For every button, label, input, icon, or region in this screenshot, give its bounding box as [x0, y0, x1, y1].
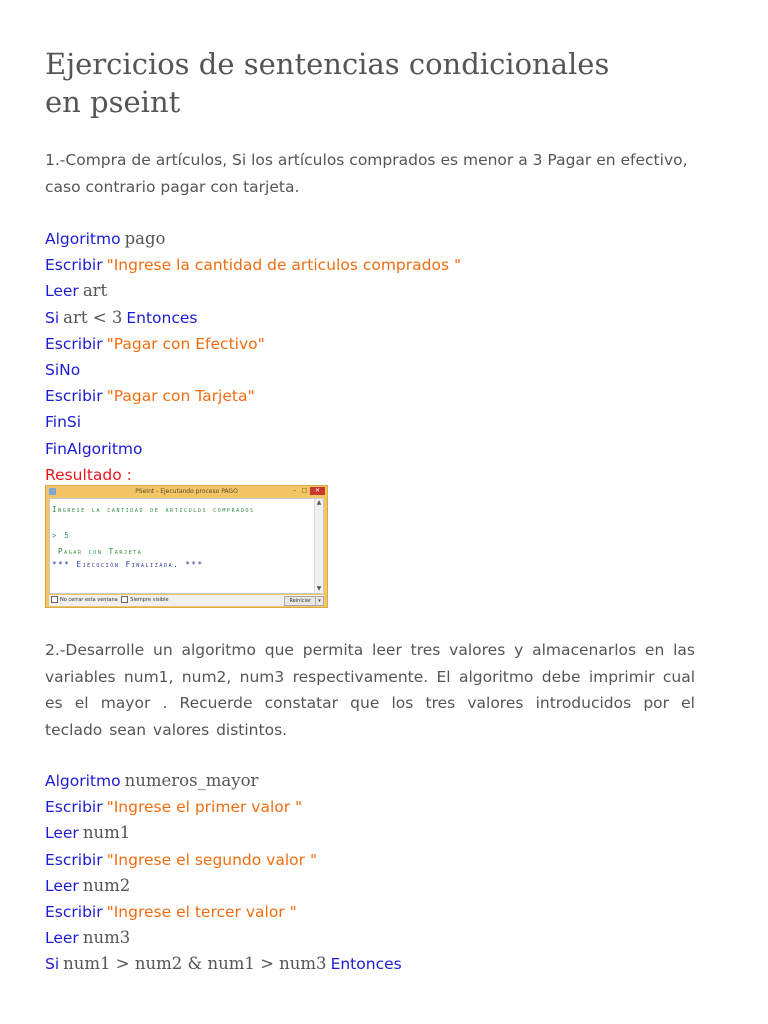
- keyword: Escribir: [45, 902, 103, 921]
- string-literal: "Pagar con Efectivo": [106, 334, 265, 353]
- string-literal: "Ingrese el primer valor ": [106, 798, 303, 817]
- console-line: *** Ejecución Finalizada. ***: [52, 560, 204, 569]
- pseint-result-window: [45, 485, 328, 608]
- result-label-line: [45, 462, 695, 488]
- code-line: [45, 331, 695, 357]
- exercise-2-code: [45, 768, 695, 978]
- keyword: Leer: [45, 929, 79, 948]
- code-line: [45, 794, 695, 820]
- identifier: num3: [82, 928, 131, 948]
- keyword: Leer: [45, 876, 79, 895]
- code-line: [45, 357, 695, 383]
- maximize-icon[interactable]: □: [301, 487, 308, 494]
- code-line: [45, 925, 695, 951]
- code-line: [45, 252, 695, 278]
- identifier: numeros_mayor: [124, 771, 259, 790]
- code-line: [45, 873, 695, 899]
- exercise-1-code: [45, 226, 695, 488]
- code-line: [45, 305, 695, 331]
- console-scrollbar[interactable]: [314, 499, 323, 593]
- code-line: [45, 820, 695, 846]
- keyword: Entonces: [126, 308, 198, 327]
- keep-open-label: No cerrar esta ventana: [60, 597, 118, 603]
- window-title: PSeInt - Ejecutando proceso PAGO: [135, 488, 238, 495]
- string-literal: "Pagar con Tarjeta": [106, 387, 255, 406]
- always-visible-label: Siempre visible: [130, 597, 169, 603]
- condition: num1 > num2 & num1 > num3: [63, 954, 327, 974]
- keyword: Escribir: [45, 798, 103, 817]
- keyword: Entonces: [330, 955, 402, 974]
- keyword: Si: [45, 308, 60, 327]
- keep-open-checkbox[interactable]: [51, 596, 58, 603]
- code-line: [45, 226, 695, 252]
- keyword: Algoritmo: [45, 230, 121, 248]
- code-line: [45, 847, 695, 873]
- console-output: [49, 498, 324, 594]
- code-line: [45, 383, 695, 409]
- code-line: [45, 951, 695, 977]
- window-titlebar: [46, 486, 327, 498]
- identifier: num1: [82, 823, 131, 843]
- keyword: Escribir: [45, 256, 103, 275]
- keyword: Algoritmo: [45, 772, 121, 790]
- window-footer: [49, 595, 324, 606]
- identifier: art: [82, 281, 108, 301]
- exercise-2-statement: 2.-Desarrolle un algoritmo que permita leer tres valores y almacenarlos en las variables num1, num2, num3 respectivamente. El algoritmo debe imprimir cual es el mayor . Recuerde constatar que los tres valores introducidos por el teclado sean valores distintos.: [45, 641, 695, 739]
- window-controls: [290, 487, 325, 495]
- restart-button[interactable]: Reiniciar: [284, 596, 316, 606]
- keyword: SiNo: [45, 360, 81, 379]
- code-line: [45, 436, 695, 462]
- console-line: Ingrese la cantidad de articulos comprados: [52, 505, 255, 514]
- minimize-icon[interactable]: –: [293, 487, 296, 494]
- condition: art < 3: [63, 307, 123, 327]
- console-line: Pagar con Tarjeta: [58, 547, 143, 556]
- console-line: > 5: [52, 531, 71, 540]
- identifier: num2: [82, 875, 131, 895]
- string-literal: "Ingrese la cantidad de articulos comprados ": [106, 256, 462, 275]
- code-line: [45, 768, 695, 794]
- result-label: Resultado :: [45, 465, 132, 484]
- scroll-down-icon[interactable]: ▼: [316, 585, 322, 592]
- keyword: Si: [45, 955, 60, 974]
- keyword: FinAlgoritmo: [45, 439, 143, 458]
- chevron-down-icon[interactable]: ▾: [315, 596, 324, 606]
- exercise-1-statement: 1.-Compra de artículos, Si los artículos comprados es menor a 3 Pagar en efectivo, caso contrario pagar con tarjeta.: [45, 151, 688, 196]
- keyword: Leer: [45, 282, 79, 301]
- scroll-up-icon[interactable]: ▲: [316, 499, 322, 506]
- keyword: Escribir: [45, 334, 103, 353]
- always-visible-checkbox[interactable]: [121, 596, 128, 603]
- close-icon[interactable]: ✕: [310, 487, 325, 495]
- keyword: FinSi: [45, 413, 82, 432]
- pseint-app-icon: [49, 488, 56, 495]
- page-title: Ejercicios de sentencias condicionales en pseint: [45, 47, 610, 119]
- keyword: Leer: [45, 824, 79, 843]
- keyword: Escribir: [45, 850, 103, 869]
- code-line: [45, 409, 695, 435]
- string-literal: "Ingrese el segundo valor ": [106, 850, 318, 869]
- keyword: Escribir: [45, 387, 103, 406]
- identifier: pago: [124, 229, 166, 248]
- string-literal: "Ingrese el tercer valor ": [106, 902, 297, 921]
- code-line: [45, 278, 695, 304]
- code-line: [45, 899, 695, 925]
